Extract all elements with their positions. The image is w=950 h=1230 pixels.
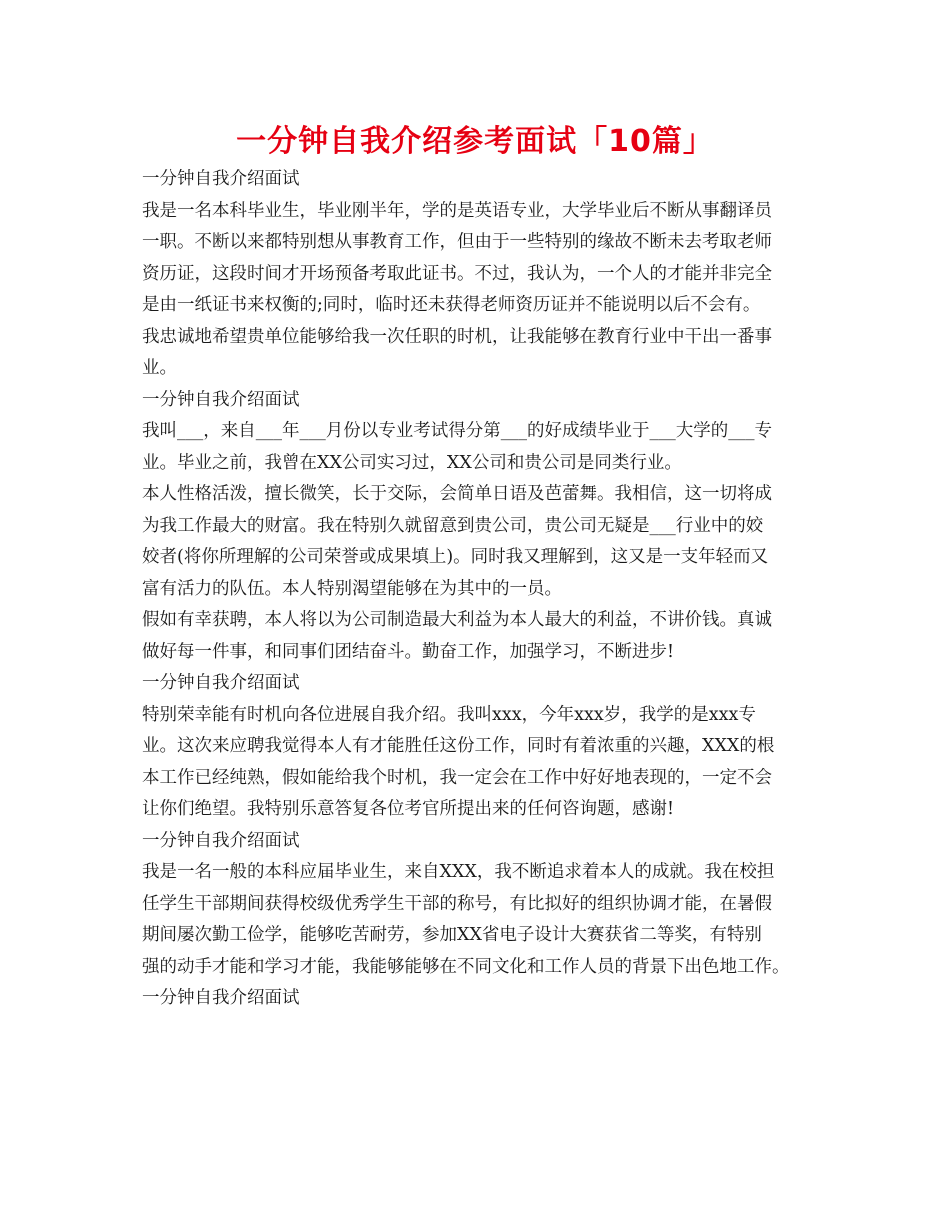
- body-line: 做好每一件事，和同事们团结奋斗。勤奋工作，加强学习，不断进步!: [142, 641, 675, 662]
- body-line: 业。: [142, 358, 177, 378]
- body-line: 业。这次来应聘我觉得本人有才能胜任这份工作，同时有着浓重的兴趣，XXX的根: [142, 736, 775, 756]
- body-line: 我是一名一般的本科应届毕业生，来自XXX，我不断追求着本人的成就。我在校担: [142, 862, 775, 882]
- body-line: 让你们绝望。我特别乐意答复各位考官所提出来的任何咨询题，感谢!: [142, 799, 675, 819]
- body-line: 姣者(将你所理解的公司荣誉或成果填上)。同时我又理解到，这又是一支年轻而又: [142, 547, 769, 567]
- body-line: 资历证，这段时间才开场预备考取此证书。不过，我认为，一个人的才能并非完全: [142, 263, 772, 284]
- body-line: 本人性格活泼，擅长微笑，长于交际，会简单日语及芭蕾舞。我相信，这一切将成: [142, 484, 772, 504]
- body-line: 我叫___，来自___年___月份以专业考试得分第___的好成绩毕业于___大学的___专: [142, 421, 772, 441]
- body-line: 一职。不断以来都特别想从事教育工作，但由于一些特别的缘故不断未去考取老师: [142, 232, 772, 252]
- body-line: 富有活力的队伍。本人特别渴望能够在为其中的一员。: [142, 578, 562, 599]
- document-body: [142, 164, 822, 1015]
- body-line: 是由一纸证书来权衡的;同时，临时还未获得老师资历证并不能说明以后不会有。: [142, 295, 761, 315]
- heading-line: 一分钟自我介绍面试: [142, 673, 300, 693]
- document-title: 一分钟自我介绍参考面试「10篇」: [236, 124, 714, 159]
- body-line: 特别荣幸能有时机向各位进展自我介绍。我叫xxx，今年xxx岁，我学的是xxx专: [142, 704, 756, 725]
- body-line: 假如有幸获聘，本人将以为公司制造最大利益为本人最大的利益，不讲价钱。真诚: [142, 610, 772, 630]
- body-line: 本工作已经纯熟，假如能给我个时机，我一定会在工作中好好地表现的，一定不会: [142, 767, 772, 788]
- heading-line: 一分钟自我介绍面试: [142, 389, 300, 410]
- body-line: 业。毕业之前，我曾在XX公司实习过，XX公司和贵公司是同类行业。: [142, 452, 682, 473]
- body-line: 强的动手才能和学习才能，我能够能够在不同文化和工作人员的背景下出色地工作。: [142, 956, 790, 977]
- body-line: 我忠诚地希望贵单位能够给我一次任职的时机，让我能够在教育行业中干出一番事: [142, 326, 772, 347]
- body-line: 期间屡次勤工俭学，能够吃苦耐劳，参加XX省电子设计大赛获省二等奖，有特别: [142, 925, 762, 945]
- body-line: 为我工作最大的财富。我在特别久就留意到贵公司，贵公司无疑是___行业中的姣: [142, 515, 764, 536]
- body-line: 我是一名本科毕业生，毕业刚半年，学的是英语专业，大学毕业后不断从事翻译员: [142, 200, 772, 221]
- heading-line: 一分钟自我介绍面试: [142, 169, 300, 189]
- heading-line: 一分钟自我介绍面试: [142, 988, 300, 1008]
- heading-line: 一分钟自我介绍面试: [142, 830, 300, 851]
- body-line: 任学生干部期间获得校级优秀学生干部的称号，有比拟好的组织协调才能，在暑假: [142, 893, 772, 914]
